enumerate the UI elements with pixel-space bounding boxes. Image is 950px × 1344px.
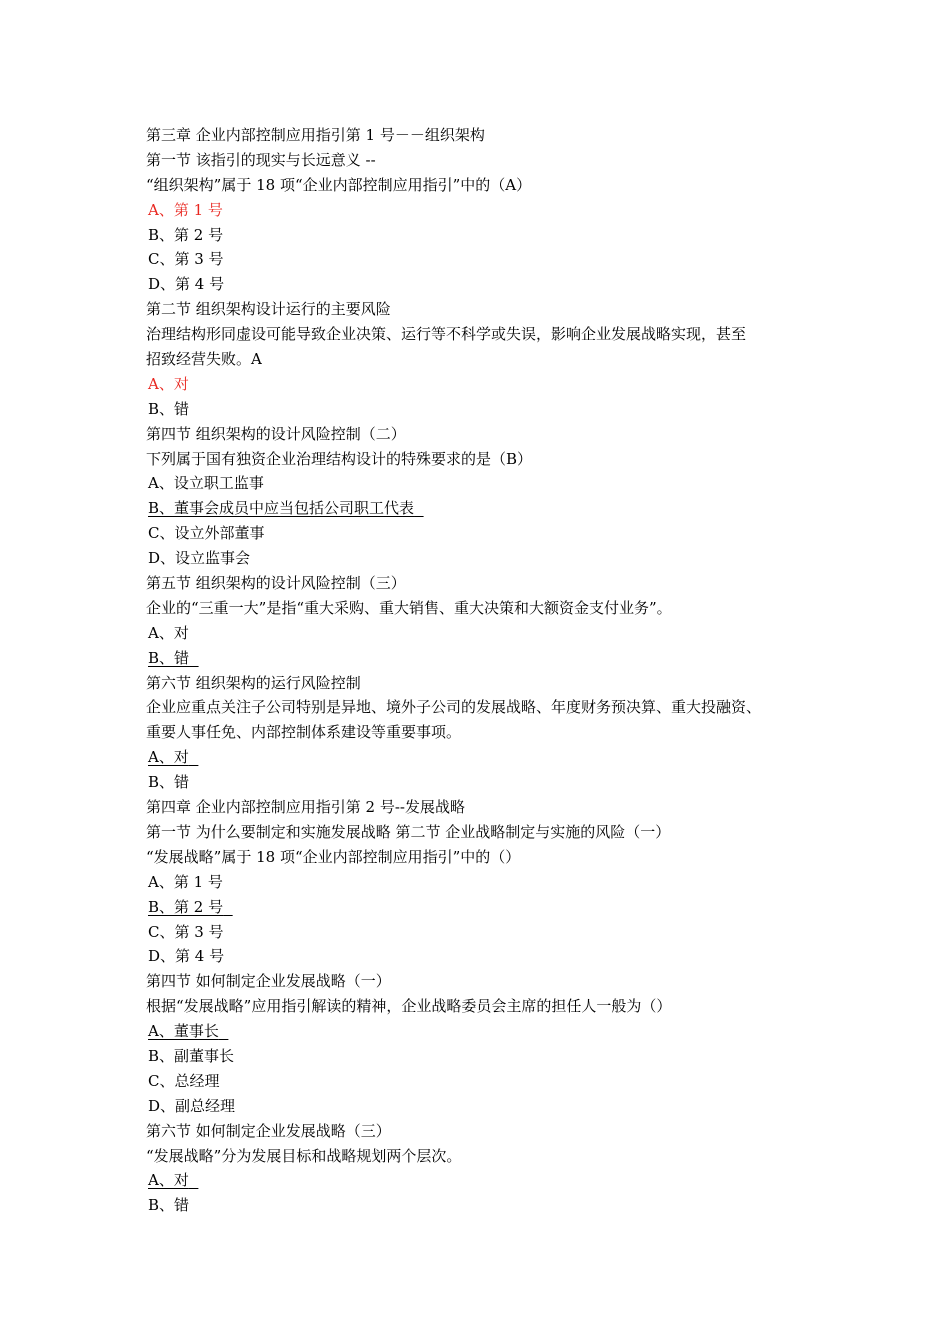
line-text: A、第 1 号 <box>148 200 223 219</box>
answer-option <box>146 920 816 945</box>
answer-option <box>146 198 816 223</box>
line-text: B、错 <box>148 1196 190 1215</box>
section-heading <box>146 297 816 322</box>
question-text <box>146 720 816 745</box>
answer-option <box>146 870 816 895</box>
document-page <box>146 123 816 1218</box>
line-text: 根据“发展战略”应用指引解读的精神，企业战略委员会主席的担任人一般为（） <box>146 997 672 1016</box>
answer-option <box>146 223 816 248</box>
question-text <box>146 173 816 198</box>
answer-option <box>146 397 816 422</box>
line-text: A、对 <box>148 623 189 642</box>
question-text <box>146 845 816 870</box>
line-text: 第四章 企业内部控制应用指引第 2 号--发展战略 <box>146 798 465 817</box>
answer-option <box>146 770 816 795</box>
answer-option <box>146 646 816 671</box>
answer-option <box>146 1044 816 1069</box>
line-text: B、副董事长 <box>148 1046 235 1065</box>
line-text: 治理结构形同虚设可能导致企业决策、运行等不科学或失误，影响企业发展战略实现，甚至 <box>146 325 747 344</box>
answer-option <box>146 1019 816 1044</box>
line-text: “发展战略”分为发展目标和战略规划两个层次。 <box>146 1146 462 1165</box>
line-text: D、第 4 号 <box>148 947 225 966</box>
section-heading <box>146 795 816 820</box>
line-text: “发展战略”属于 18 项“企业内部控制应用指引”中的（） <box>146 847 521 866</box>
line-text: 第一节 该指引的现实与长远意义 -- <box>146 150 376 169</box>
line-text: 第六节 组织架构的运行风险控制 <box>146 673 361 692</box>
answer-option <box>146 496 816 521</box>
line-text: B、第 2 号 <box>148 225 224 244</box>
answer-option <box>146 272 816 297</box>
line-text: 第五节 组织架构的设计风险控制（三） <box>146 574 406 593</box>
line-text: C、第 3 号 <box>148 922 224 941</box>
answer-option <box>146 1168 816 1193</box>
line-text: 重要人事任免、内部控制体系建设等重要事项。 <box>146 723 462 742</box>
section-heading <box>146 1119 816 1144</box>
line-text: B、错 <box>148 399 190 418</box>
question-text <box>146 1144 816 1169</box>
answer-option <box>146 895 816 920</box>
answer-option <box>146 1069 816 1094</box>
section-heading <box>146 969 816 994</box>
line-text: 下列属于国有独资企业治理结构设计的特殊要求的是（B） <box>146 449 533 468</box>
line-text: C、第 3 号 <box>148 250 224 269</box>
line-text: 第三章 企业内部控制应用指引第 1 号－－组织架构 <box>146 126 485 144</box>
answer-option <box>146 471 816 496</box>
section-heading <box>146 422 816 447</box>
line-text: 企业应重点关注子公司特别是异地、境外子公司的发展战略、年度财务预决算、重大投融资、 <box>146 698 762 717</box>
answer-option <box>146 521 816 546</box>
line-text: B、错 <box>148 773 190 792</box>
answer-option <box>146 745 816 770</box>
line-text: B、错 <box>148 648 190 667</box>
question-text <box>146 347 816 372</box>
line-text: A、董事长 <box>148 1022 219 1041</box>
line-text: A、设立职工监事 <box>148 474 264 493</box>
section-heading <box>146 820 816 845</box>
line-text: 第四节 组织架构的设计风险控制（二） <box>146 424 406 443</box>
line-text: D、第 4 号 <box>148 275 225 294</box>
line-text: A、对 <box>148 374 189 393</box>
line-text: B、第 2 号 <box>148 897 224 916</box>
line-text: D、设立监事会 <box>148 549 251 568</box>
line-text: D、副总经理 <box>148 1096 236 1115</box>
question-text <box>146 994 816 1019</box>
line-text: “组织架构”属于 18 项“企业内部控制应用指引”中的（A） <box>146 175 532 194</box>
line-text: C、设立外部董事 <box>148 524 265 543</box>
answer-option <box>146 546 816 571</box>
answer-option <box>146 247 816 272</box>
answer-option <box>146 944 816 969</box>
section-heading <box>146 123 816 148</box>
line-text: C、总经理 <box>148 1071 220 1090</box>
answer-option <box>146 372 816 397</box>
question-text <box>146 447 816 472</box>
line-text: 第二节 组织架构设计运行的主要风险 <box>146 300 391 319</box>
line-text: A、对 <box>148 748 189 767</box>
question-text <box>146 596 816 621</box>
answer-option <box>146 1193 816 1218</box>
section-heading <box>146 671 816 696</box>
line-text: B、董事会成员中应当包括公司职工代表 <box>148 499 415 518</box>
question-text <box>146 695 816 720</box>
line-text: 第一节 为什么要制定和实施发展战略 第二节 企业战略制定与实施的风险（一） <box>146 822 671 841</box>
line-text: 企业的“三重一大”是指“重大采购、重大销售、重大决策和大额资金支付业务”。 <box>146 598 672 617</box>
answer-option <box>146 621 816 646</box>
line-text: 第六节 如何制定企业发展战略（三） <box>146 1121 391 1140</box>
line-text: 第四节 如何制定企业发展战略（一） <box>146 972 391 991</box>
line-text: A、第 1 号 <box>148 872 223 891</box>
line-text: 招致经营失败。A <box>146 350 262 369</box>
section-heading <box>146 148 816 173</box>
answer-option <box>146 1094 816 1119</box>
question-text <box>146 322 816 347</box>
line-text: A、对 <box>148 1171 189 1190</box>
section-heading <box>146 571 816 596</box>
